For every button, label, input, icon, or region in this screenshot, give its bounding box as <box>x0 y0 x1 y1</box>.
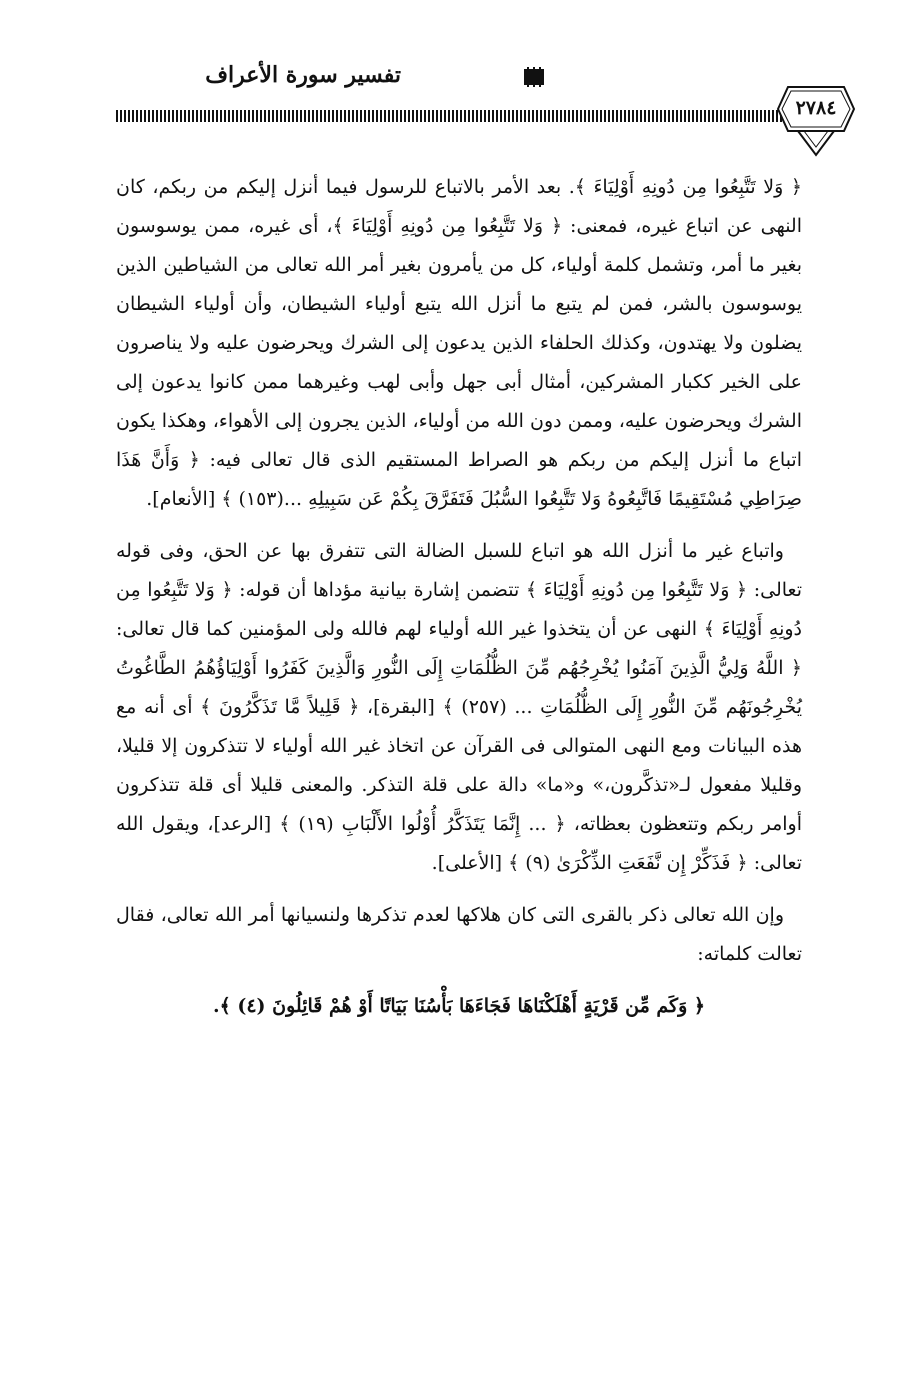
paragraph-3: وإن الله تعالى ذكر بالقرى التى كان هلاكها لعدم تذكرها ولنسيانها أمر الله تعالى، فقال تعالت كلماته: <box>116 904 802 965</box>
decorative-ornament-icon <box>523 66 545 88</box>
quran-verse-4: ﴿ وَكَم مِّن قَرْيَةٍ أَهْلَكْنَاهَا فَجَاءَهَا بَأْسُنَا بَيَاتًا أَوْ هُمْ قَائِلُونَ (٤) ﴾. <box>212 995 706 1017</box>
running-title: تفسير سورة الأعراف <box>205 62 401 88</box>
page-body <box>116 168 802 1039</box>
paragraph-1: ﴿ وَلا تَتَّبِعُوا مِن دُونِهِ أَوْلِيَاءَ ﴾. بعد الأمر بالاتباع للرسول فيما أنزل إليكم من ربكم، كان النهى عن اتباع غيره، فمعنى: ﴿ وَلا تَتَّبِعُوا مِن دُونِهِ أَوْلِيَاءَ ﴾، أى غيره، ممن يوسوسون بغير ما أمر، وتشمل كلمة أولياء، كل من يأمرون بغير أمر الله تعالى من الشياطين الذين يوسوسون بالشر، فمن لم يتبع ما أنزل الله يتبع أولياء الشيطان، وأن أولياء الشيطان يضلون ولا يهتدون، وكذلك الحلفاء الذين يدعون إلى الشرك ويحرضون عليه ولا يناصرون على الخير ككبار المشركين، أمثال أبى جهل وأبى لهب وغيرهما ممن كانوا يدعون إلى الشرك ويحرضون عليه، وممن دون الله من أولياء، الذين يجرون إلى الأهواء، وهكذا يكون اتباع ما أنزل إليكم من ربكم هو الصراط المستقيم الذى قال تعالى فيه: ﴿ وَأَنَّ هَذَا صِرَاطِي مُسْتَقِيمًا فَاتَّبِعُوهُ وَلا تَتَّبِعُوا السُّبُلَ فَتَفَرَّقَ بِكُمْ عَن سَبِيلِهِ ...(١٥٣) ﴾ [الأنعام]. <box>116 176 802 510</box>
header-rule <box>116 110 788 122</box>
page-header <box>0 0 919 160</box>
paragraph-2: واتباع غير ما أنزل الله هو اتباع للسبل الضالة التى تتفرق بها عن الحق، وفى قوله تعالى: ﴿ وَلا تَتَّبِعُوا مِن دُونِهِ أَوْلِيَاءَ ﴾ تتضمن إشارة بيانية مؤداها أن قوله: ﴿ وَلا تَتَّبِعُوا مِن دُونِهِ أَوْلِيَاءَ ﴾ النهى عن أن يتخذوا غير الله أولياء لهم فالله ولى المؤمنين كما قال تعالى: ﴿ اللَّهُ وَلِيُّ الَّذِينَ آمَنُوا يُخْرِجُهُم مِّنَ الظُّلُمَاتِ إِلَى النُّورِ وَالَّذِينَ كَفَرُوا أَوْلِيَاؤُهُمُ الطَّاغُوتُ يُخْرِجُونَهُم مِّنَ النُّورِ إِلَى الظُّلُمَاتِ ... (٢٥٧) ﴾ [البقرة]، ﴿ قَلِيلاً مَّا تَذَكَّرُونَ ﴾ أى أنه مع هذه البيانات ومع النهى المتوالى فى القرآن عن اتخاذ غير الله أولياء لا تتذكرون إلا قليلا، وقليلا مفعول لـ«تذكَّرون،» و«ما» دالة على قلة التذكر. والمعنى قليلا أى قلة تتذكرون أوامر ربكم وتتعظون بعظاته، ﴿ ... إِنَّمَا يَتَذَكَّرُ أُوْلُوا الأَلْبَابِ (١٩) ﴾ [الرعد]، ويقول الله تعالى: ﴿ فَذَكِّرْ إِن نَّفَعَتِ الذِّكْرَىٰ (٩) ﴾ [الأعلى]. <box>116 540 802 874</box>
page-number: ٢٧٨٤ <box>795 97 837 119</box>
